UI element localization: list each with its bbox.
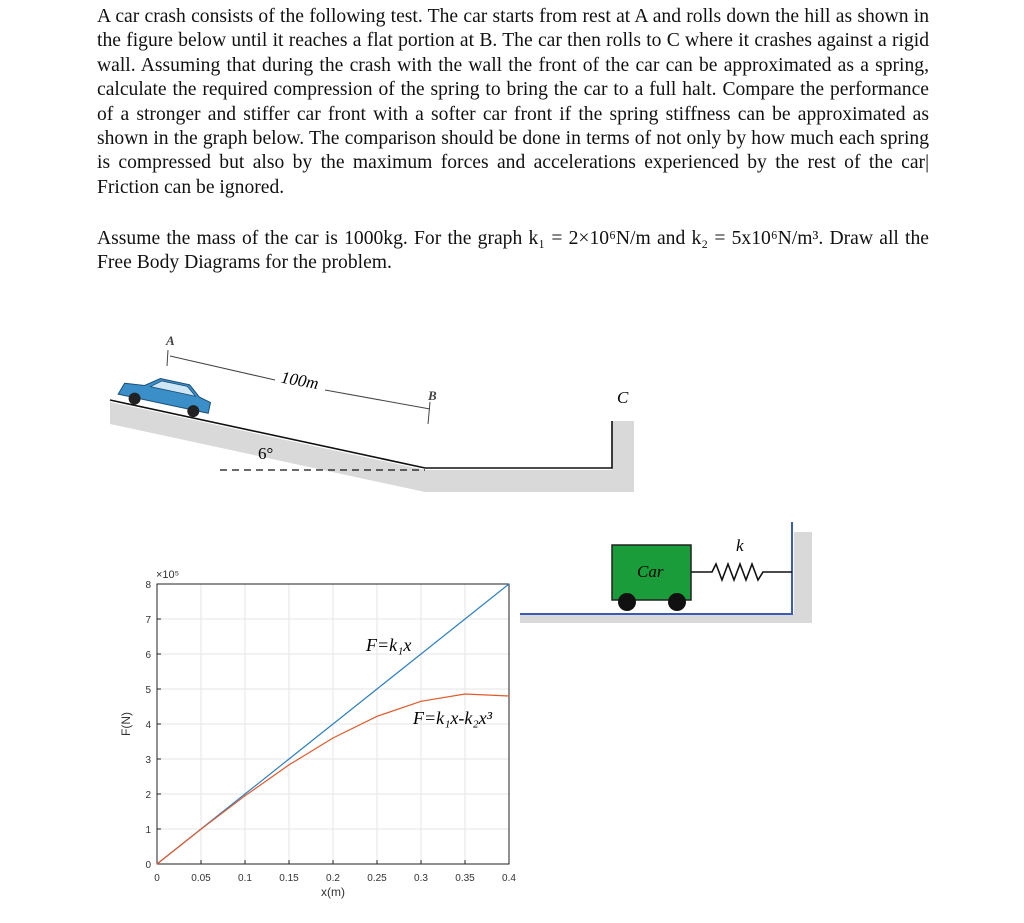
- data-point: [464, 693, 465, 694]
- hill-diagram: [110, 333, 634, 492]
- data-point: [288, 764, 289, 765]
- distance-line-left: [170, 356, 275, 380]
- wall-shadow: [794, 532, 812, 622]
- data-point: [420, 701, 421, 702]
- floor-shadow: [520, 614, 812, 623]
- problem-paragraph-2: Assume the mass of the car is 1000kg. For the graph k₁ = 2×10⁶N/m and k₂ = 5x10⁶N/m³. Draw all the Free Body Diagrams for the problem.: [97, 228, 929, 274]
- data-point: [244, 793, 245, 794]
- problem-paragraph-1: A car crash consists of the following test. The car starts from rest at A and rolls down the hill as shown in the figure below until it reaches a flat portion at B. The car then rolls to C where it crashes against a rigid wall. Assuming that during the crash with the wall the front of the car can be approximated as a spring, calculate the required compression of the spring to bring the car to a full halt. Compare the performance of a stronger and stiffer car front with a softer car front if the spring stiffness can be approximated as shown in the graph below. The comparison should be done in terms of not only by how much each spring is compressed but also by the maximum forces and accelerations experienced by the rest of the car| Friction can be ignored.: [97, 6, 929, 198]
- x-tick-label: 0.2: [326, 873, 340, 884]
- x-axis-label: x(m): [321, 885, 345, 899]
- car-label: Car: [637, 562, 664, 581]
- label-b: B: [428, 388, 437, 403]
- y-multiplier: ×10⁵: [156, 569, 180, 581]
- x-tick-label: 0: [154, 873, 160, 884]
- data-point: [376, 688, 377, 689]
- y-tick-label: 4: [145, 720, 151, 731]
- spring-model: [520, 522, 812, 623]
- distance-line-right: [325, 390, 430, 409]
- y-tick-label: 0: [145, 860, 151, 871]
- distance-label: 100m: [279, 367, 321, 394]
- wheel-right-icon: [668, 593, 686, 611]
- data-point: [288, 758, 289, 759]
- data-point: [376, 716, 377, 717]
- spring-icon: [691, 564, 792, 580]
- data-point: [508, 695, 509, 696]
- ground-shadow: [110, 402, 634, 492]
- y-tick-label: 7: [145, 615, 151, 626]
- tick-a: [167, 350, 168, 366]
- data-point: [464, 618, 465, 619]
- y-tick-label: 5: [145, 685, 151, 696]
- y-tick-label: 6: [145, 650, 151, 661]
- x-tick-label: 0.4: [502, 873, 516, 884]
- data-point: [332, 723, 333, 724]
- y-tick-label: 1: [145, 825, 151, 836]
- label-c: C: [617, 388, 629, 407]
- data-point: [156, 863, 157, 864]
- data-point: [200, 829, 201, 830]
- spring-label: k: [736, 536, 744, 555]
- annotation-nonlinear: F=k₁x-k₂x³: [413, 708, 493, 728]
- x-tick-label: 0.05: [191, 873, 211, 884]
- x-tick-label: 0.3: [414, 873, 428, 884]
- x-tick-label: 0.25: [367, 873, 387, 884]
- data-point: [332, 737, 333, 738]
- y-axis-label: F(N): [119, 712, 133, 736]
- x-tick-label: 0.15: [279, 873, 299, 884]
- x-tick-label: 0.35: [455, 873, 475, 884]
- force-displacement-chart: [119, 569, 516, 899]
- y-tick-label: 2: [145, 790, 151, 801]
- annotation-linear: F=k₁x: [366, 635, 412, 655]
- y-tick-label: 8: [145, 580, 151, 591]
- data-point: [420, 653, 421, 654]
- label-a: A: [166, 333, 175, 348]
- angle-label: 6°: [258, 444, 274, 463]
- tick-b: [428, 402, 430, 424]
- y-tick-label: 3: [145, 755, 151, 766]
- data-point: [244, 795, 245, 796]
- x-tick-label: 0.1: [238, 873, 252, 884]
- wheel-left-icon: [618, 593, 636, 611]
- data-point: [508, 583, 509, 584]
